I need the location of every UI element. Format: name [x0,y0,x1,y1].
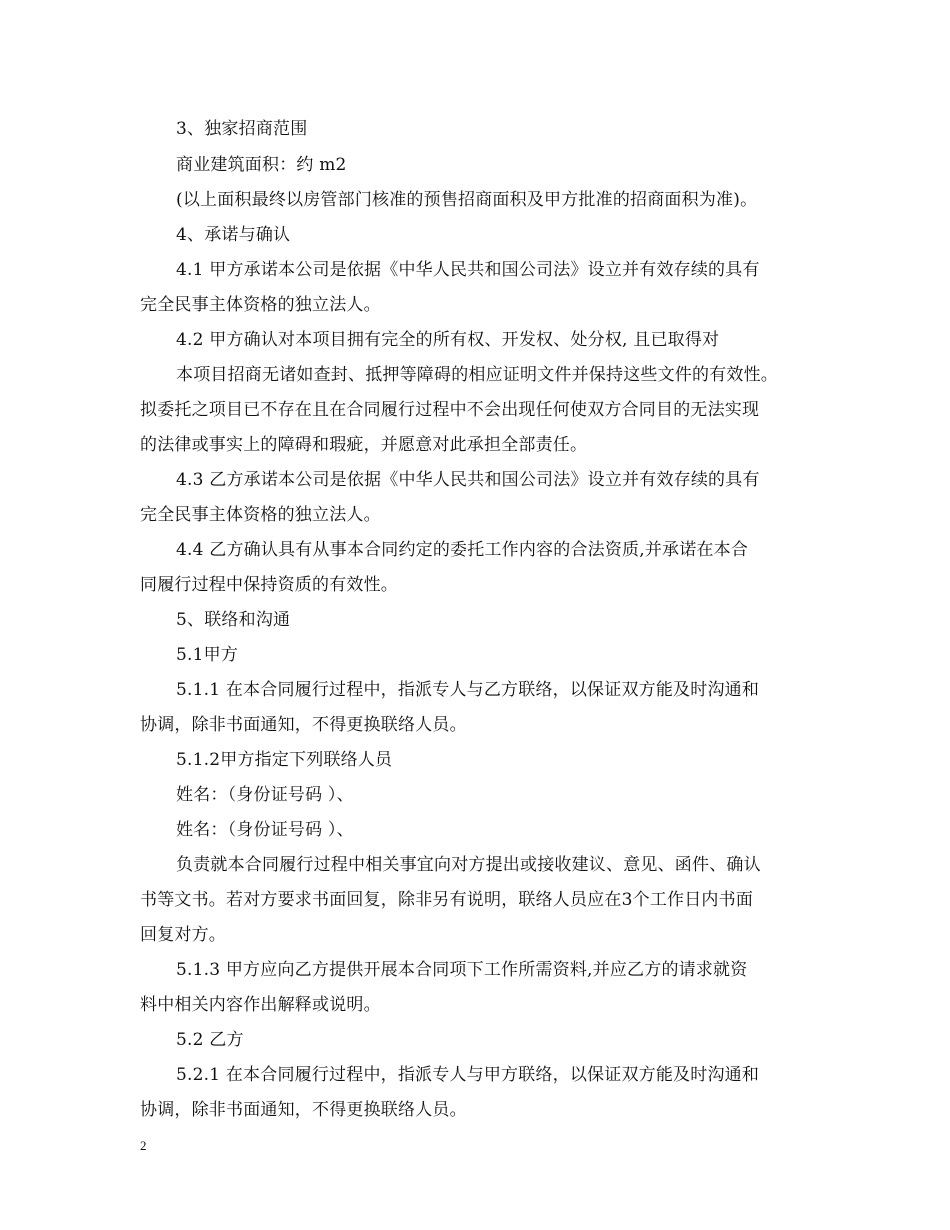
clause-4-3-line-1: 4.3 乙方承诺本公司是依据《中华人民共和国公司法》设立并有效存续的具有 [176,470,760,490]
clause-5-1-heading: 5.1甲方 [176,645,239,665]
clause-4-1-line-1: 4.1 甲方承诺本公司是依据《中华人民共和国公司法》设立并有效存续的具有 [176,260,760,280]
contact-duty-line-2: 书等文书。若对方要求书面回复，除非另有说明，联络人员应在3个工作日内书面 [140,890,754,910]
clause-4-3-line-2: 完全民事主体资格的独立法人。 [140,505,381,525]
page-number: 2 [140,1138,147,1153]
clause-4-2-line-3: 拟委托之项目已不存在且在合同履行过程中不会出现任何使双方合同目的无法实现 [140,400,760,420]
clause-5-1-3-line-2: 料中相关内容作出解释或说明。 [140,995,381,1015]
clause-4-4-line-2: 同履行过程中保持资质的有效性。 [140,575,398,595]
clause-4-1-line-2: 完全民事主体资格的独立法人。 [140,295,381,315]
section-5-heading: 5、联络和沟通 [176,610,291,630]
section-4-heading: 4、承诺与确认 [176,225,291,245]
clause-4-2-line-2: 本项目招商无诸如查封、抵押等障碍的相应证明文件并保持这些文件的有效性。 [176,365,778,385]
clause-4-2-line-4: 的法律或事实上的障碍和瑕疵，并愿意对此承担全部责任。 [140,435,588,455]
clause-5-2-1-line-1: 5.2.1 在本合同履行过程中，指派专人与甲方联络，以保证双方能及时沟通和 [176,1065,760,1085]
area-note: (以上面积最终以房管部门核准的预售招商面积及甲方批准的招商面积为准)。 [176,190,758,210]
clause-5-1-3-line-1: 5.1.3 甲方应向乙方提供开展本合同项下工作所需资料,并应乙方的请求就资 [176,960,748,980]
clause-5-1-2-heading: 5.1.2甲方指定下列联络人员 [176,750,393,770]
contact-duty-line-1: 负责就本合同履行过程中相关事宜向对方提出或接收建议、意见、函件、确认 [176,855,761,875]
contact-duty-line-3: 回复对方。 [140,925,226,945]
clause-5-1-1-line-2: 协调，除非书面通知，不得更换联络人员。 [140,715,467,735]
clause-4-2-line-1: 4.2 甲方确认对本项目拥有完全的所有权、开发权、处分权, 且已取得对 [176,330,720,350]
section-3-heading: 3、独家招商范围 [176,119,308,139]
contact-name-1: 姓名：（身份证号码 ）、 [176,785,354,805]
clause-5-2-1-line-2: 协调，除非书面通知，不得更换联络人员。 [140,1100,467,1120]
clause-5-1-1-line-1: 5.1.1 在本合同履行过程中，指派专人与乙方联络，以保证双方能及时沟通和 [176,680,760,700]
clause-5-2-heading: 5.2 乙方 [176,1030,244,1050]
clause-4-4-line-1: 4.4 乙方确认具有从事本合同约定的委托工作内容的合法资质,并承诺在本合 [176,540,749,560]
area-line: 商业建筑面积：约 m2 [176,155,347,175]
contact-name-2: 姓名：（身份证号码 ）、 [176,820,354,840]
